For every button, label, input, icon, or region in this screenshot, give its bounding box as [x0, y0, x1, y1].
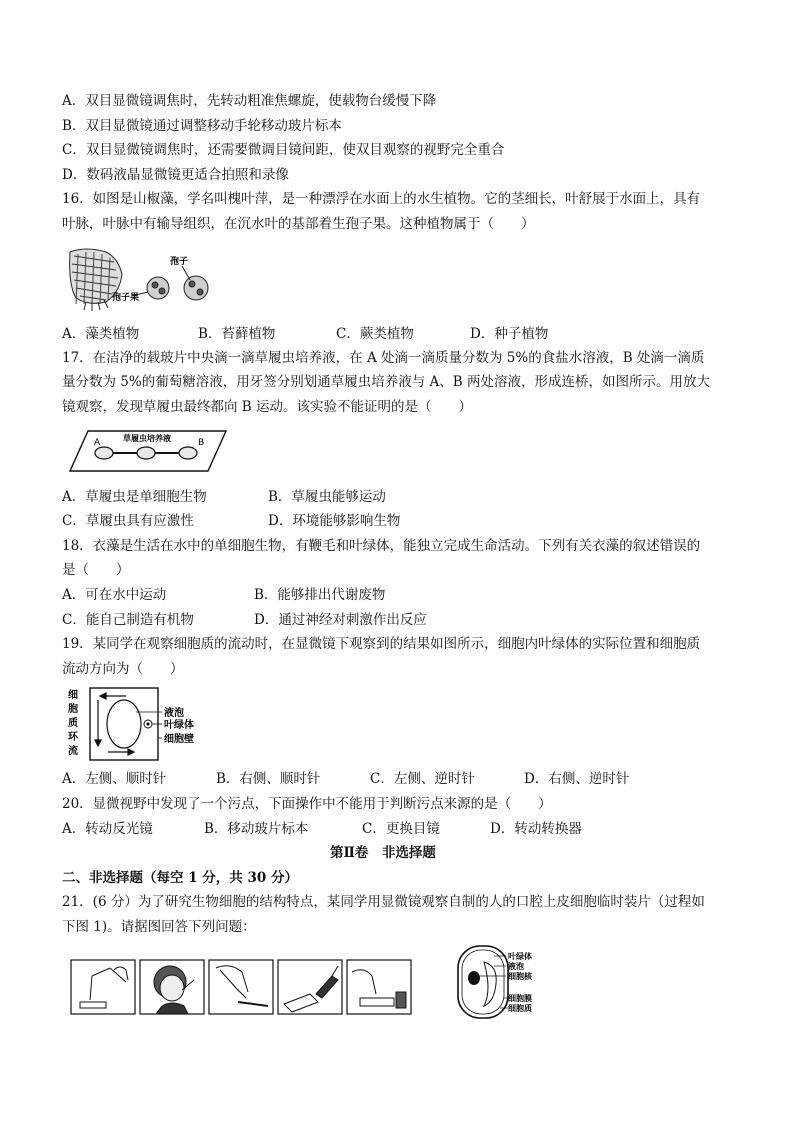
q19-stem-line2: 流动方向为（ ）	[62, 661, 184, 677]
q16-option-d: D．种子植物	[470, 326, 549, 342]
procedure-step-1	[71, 960, 135, 1014]
side-label	[68, 688, 79, 757]
label-chloroplast: 叶绿体	[164, 720, 194, 731]
procedure-step-3	[209, 960, 273, 1014]
svg-text:环: 环	[68, 732, 78, 743]
q20-option-a: A．转动反光镜	[62, 821, 153, 837]
sporocarp-drawing	[132, 266, 208, 300]
label-nucleus: 细胞核	[508, 972, 532, 981]
label-sporocarp: 孢子果	[112, 293, 140, 303]
q18-option-a: A．可在水中运动	[62, 587, 167, 603]
slide-title: 草履虫培养液	[123, 434, 171, 443]
q19-option-a: A．左侧、顺时针	[62, 771, 167, 787]
nucleus	[468, 971, 480, 985]
q17-figure-slide	[68, 428, 228, 474]
label-cytoplasm: 细胞质	[508, 1004, 532, 1013]
q16-option-c: C．蕨类植物	[336, 326, 414, 342]
label-a: A	[94, 438, 101, 448]
volume-title: 第Ⅱ卷 非选择题	[330, 845, 436, 861]
label-spore: 孢子	[170, 257, 189, 267]
drops-and-bridges	[95, 447, 197, 459]
q16-option-b: B．苔藓植物	[198, 326, 276, 342]
q21-plant-cell-figure	[454, 944, 564, 1020]
q19-figure-cytoplasmic-streaming	[66, 686, 226, 764]
q16-stem-line1: 16．如图是山椒藻，学名叫槐叶萍，是一种漂浮在水面上的水生植物。它的茎细长，叶舒展于水面上，具有	[62, 191, 701, 207]
label-cell-wall: 细胞壁	[164, 734, 194, 745]
label-b: B	[198, 438, 205, 448]
q15-option-a: A．双目显微镜调焦时，先转动粗准焦螺旋，使载物台缓慢下降	[62, 93, 437, 109]
vacuole	[107, 700, 141, 748]
q17-option-d: D．环境能够影响生物	[268, 513, 401, 529]
q17-stem-line1: 17．在洁净的载玻片中央滴一滴草履虫培养液，在 A 处滴一滴质量分数为 5%的食盐水溶液，B 处滴一滴质	[62, 350, 705, 366]
q19-option-b: B．右侧、顺时针	[216, 771, 321, 787]
q16-figure-salvinia	[66, 244, 216, 312]
q17-option-b: B．草履虫能够运动	[268, 489, 386, 505]
q17-stem-line2: 量分数为 5%的葡萄糖溶液，用牙签分别划通草履虫培养液与 A、B 两处溶液，形成连桥，如图所示。用放大	[62, 374, 710, 390]
q18-stem-line1: 18．衣藻是生活在水中的单细胞生物，有鞭毛和叶绿体，能独立完成生命活动。下列有关衣藻的叙述错误的	[62, 538, 701, 554]
q18-option-d: D．通过神经对刺激作出反应	[254, 612, 427, 628]
q19-option-c: C．左侧、逆时针	[370, 771, 475, 787]
label-vacuole: 液泡	[508, 962, 524, 971]
svg-text:细: 细	[68, 690, 78, 701]
procedure-step-4	[278, 960, 342, 1014]
svg-text:流: 流	[68, 746, 78, 757]
label-cell-membrane: 细胞膜	[508, 994, 532, 1003]
label-chloroplast: 叶绿体	[508, 952, 532, 961]
q20-option-c: C．更换目镜	[362, 821, 440, 837]
streaming-arrows	[95, 693, 134, 755]
q19-option-d: D．右侧、逆时针	[524, 771, 630, 787]
q15-option-b: B．双目显微镜通过调整移动手轮移动玻片标本	[62, 118, 342, 134]
section-title: 二、非选择题（每空 1 分，共 30 分）	[62, 870, 298, 886]
q18-stem-line2: 是（ ）	[62, 562, 130, 578]
q20-option-b: B．移动玻片标本	[204, 821, 309, 837]
procedure-step-5	[347, 960, 411, 1014]
q16-option-a: A．藻类植物	[62, 326, 140, 342]
q20-stem: 20．显微视野中发现了一个污点，下面操作中不能用于判断污点来源的是（ ）	[62, 796, 552, 812]
q19-stem-line1: 19．某同学在观察细胞质的流动时，在显微镜下观察到的结果如图所示，细胞内叶绿体的实际位置和细胞质	[62, 636, 701, 652]
cell-outline	[458, 946, 508, 1018]
q15-option-c: C．双目显微镜调焦时，还需要微调目镜间距，使双目观察的视野完全重合	[62, 142, 505, 158]
vacuole-shape	[484, 962, 496, 1006]
q18-option-b: B．能够排出代谢废物	[254, 587, 386, 603]
label-vacuole: 液泡	[164, 708, 184, 719]
q16-stem-line2: 叶脉，叶脉中有输导组织，在沉水叶的基部着生孢子果。这种植物属于（ ）	[62, 216, 535, 232]
q21-stem-line2: 下图 1)。请据图回答下列问题：	[62, 919, 256, 935]
q21-stem-line1: 21．(6 分）为了研究生物细胞的结构特点，某同学用显微镜观察自制的人的口腔上皮细胞临时装片（过程如	[62, 894, 705, 910]
svg-text:质: 质	[68, 718, 78, 729]
svg-text:胞: 胞	[68, 704, 78, 715]
q17-option-a: A．草履虫是单细胞生物	[62, 489, 207, 505]
q18-option-c: C．能自己制造有机物	[62, 612, 194, 628]
q20-option-d: D．转动转换器	[490, 821, 582, 837]
procedure-step-2	[140, 960, 204, 1014]
q21-procedure-figure	[70, 958, 416, 1016]
q17-option-c: C．草履虫具有应激性	[62, 513, 194, 529]
q17-stem-line3: 镜观察，发现草履虫最终都向 B 运动。该实验不能证明的是（ ）	[62, 399, 473, 415]
q15-option-d: D．数码液晶显微镜更适合拍照和录像	[62, 167, 289, 183]
